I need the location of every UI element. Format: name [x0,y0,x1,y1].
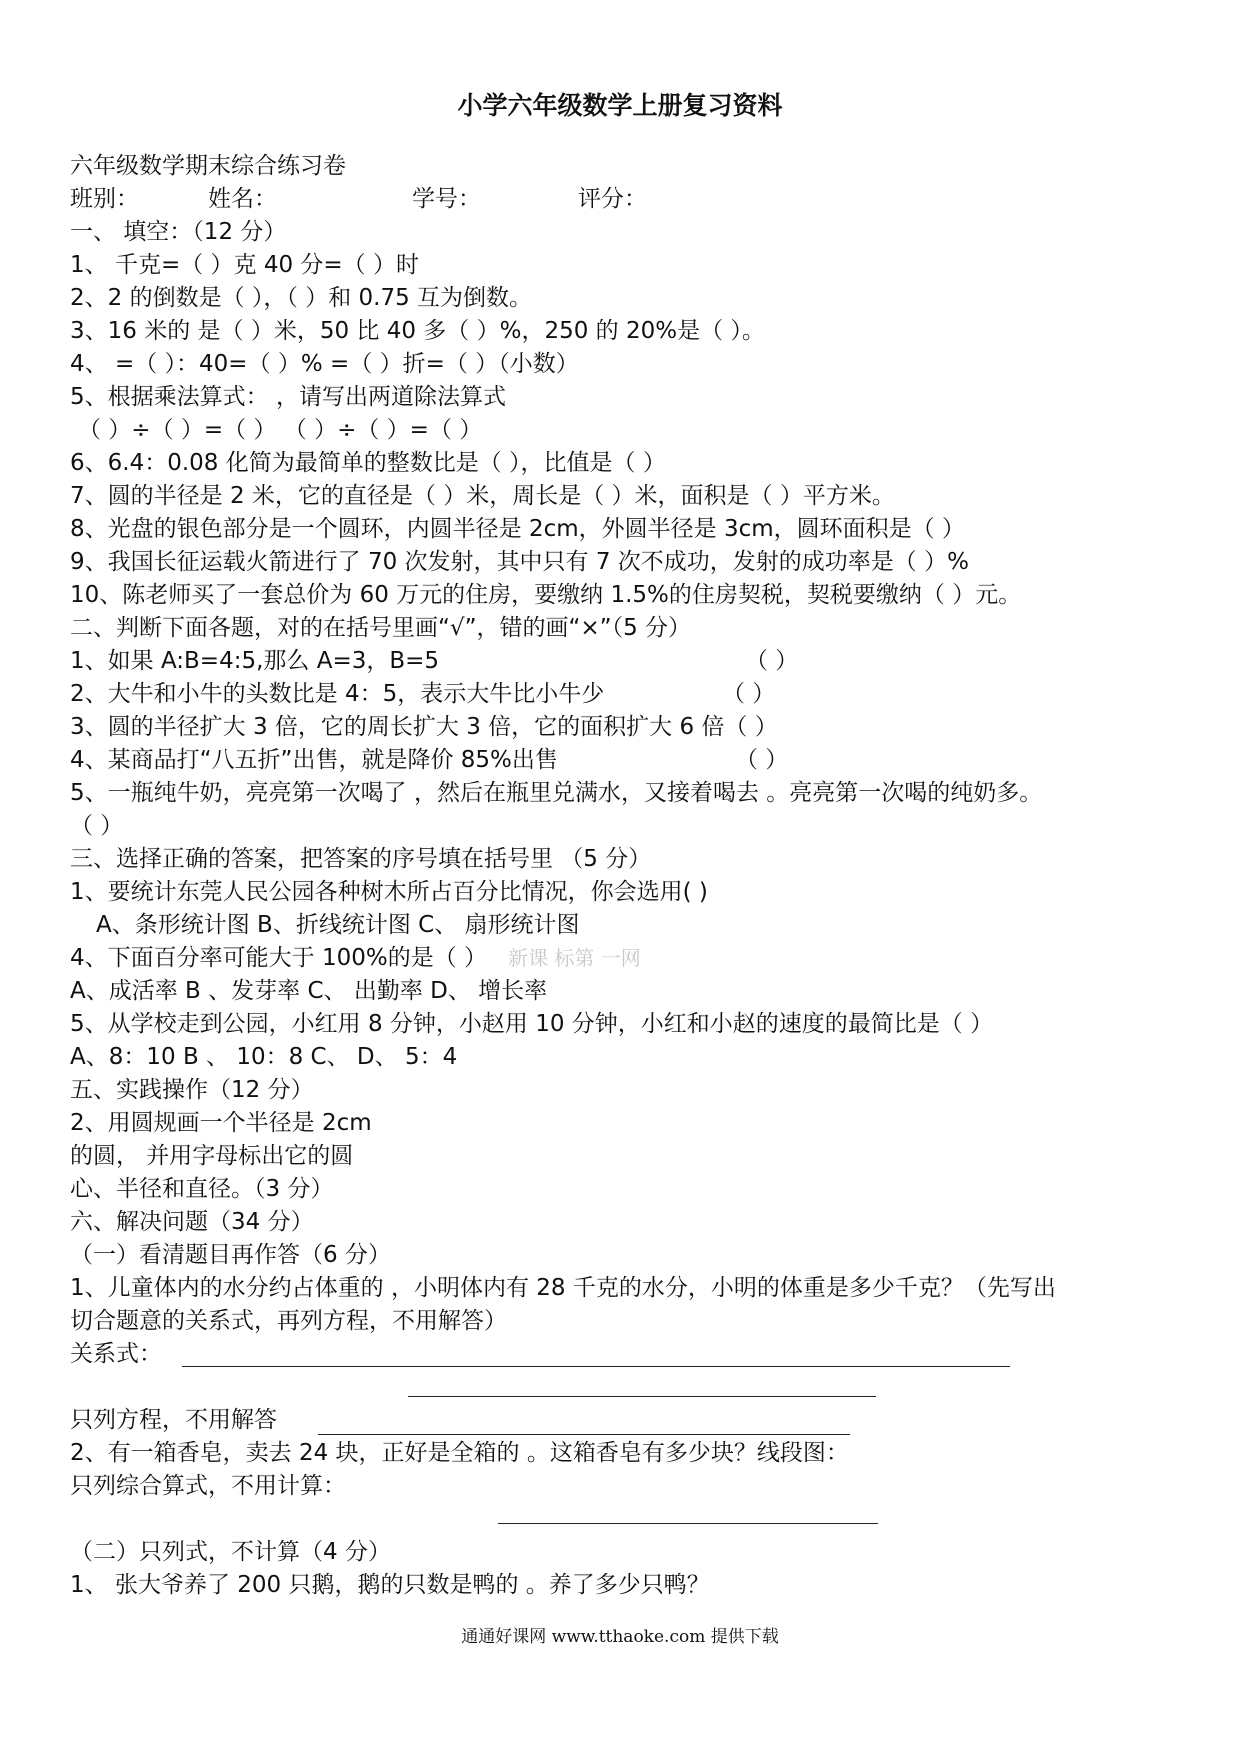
question-2-5: 5、一瓶纯牛奶，亮亮第一次喝了 ，然后在瓶里兑满水，又接着喝去 。亮亮第一次喝的纯奶多。 [70,780,1043,806]
relation-answer-line-2[interactable] [408,1396,876,1397]
question-1-6: 6、6.4：0.08 化简为最简单的整数比是（ ），比值是（ ） [70,450,666,476]
equation-answer-line[interactable] [318,1434,850,1435]
question-5-2-line3: 心、半径和直径。（3 分） [70,1176,334,1202]
name-label: 姓名： [208,186,277,212]
question-3-1: 1、要统计东莞人民公园各种树木所占百分比情况，你会选用( ) [70,879,708,905]
question-3-4-options: A、成活率 B 、发芽率 C、 出勤率 D、 增长率 [70,978,548,1004]
score-label: 评分： [578,186,647,212]
answer-paren-2-2: （ ） [722,681,776,707]
question-6-1-line2: 切合题意的关系式，再列方程，不用解答） [70,1308,507,1334]
equation-label: 只列方程，不用解答 [70,1407,277,1433]
section-1-heading: 一、 填空：（12 分） [70,219,287,245]
section-2-heading: 二、判断下面各题，对的在括号里画“√”，错的画“×”（5 分） [70,615,692,641]
question-2-4: 4、某商品打“八五折”出售，就是降价 85%出售 [70,747,558,773]
question-1-5: 5、根据乘法算式： ，请写出两道除法算式 [70,384,506,410]
formula-label: 只列综合算式，不用计算： [70,1473,346,1499]
question-5-2-line2: 的圆， 并用字母标出它的圆 [70,1143,354,1169]
question-3-1-options: A、条形统计图 B、折线统计图 C、 扇形统计图 [96,912,580,938]
question-3-5-options: A、8：10 B 、 10：8 C、 D、 5：4 [70,1044,458,1070]
student-id-label: 学号： [412,186,481,212]
section-6-part-1: （一）看清题目再作答（6 分） [70,1242,391,1268]
exam-content [70,150,1180,1602]
question-1-7: 7、圆的半径是 2 米，它的直径是（ ）米，周长是（ ）米，面积是（ ）平方米。 [70,483,895,509]
answer-paren-2-4: （ ） [735,747,789,773]
answer-paren-2-1: （ ） [745,648,799,674]
footer-credit: 通通好课网 www.tthaoke.com 提供下载 [461,1627,779,1647]
question-1-8: 8、光盘的银色部分是一个圆环，内圆半径是 2cm，外圆半径是 3cm，圆环面积是（ ） [70,516,965,542]
document-title: 小学六年级数学上册复习资料 [457,91,783,120]
class-label: 班别： [70,186,139,212]
student-info-row [70,183,1180,216]
question-6-2: 2、有一箱香皂，卖去 24 块，正好是全箱的 。这箱香皂有多少块？线段图： [70,1440,849,1466]
answer-paren-2-5: （ ） [70,813,124,839]
question-3-5: 5、从学校走到公园，小红用 8 分钟，小赵用 10 分钟，小红和小赵的速度的最简比是（ ） [70,1011,994,1037]
question-2-3: 3、圆的半径扩大 3 倍，它的周长扩大 3 倍，它的面积扩大 6 倍（ ） [70,714,778,740]
question-1-1: 1、 千克=（ ）克 40 分=（ ）时 [70,252,419,278]
question-1-4: 4、 =（ ）：40=（ ）% =（ ）折=（ ）（小数） [70,351,579,377]
question-1-5-blanks: （ ）÷（ ）=（ ） （ ）÷（ ）=（ ） [78,417,483,443]
relation-answer-line[interactable] [182,1366,1010,1367]
section-6-heading: 六、解决问题（34 分） [70,1209,314,1235]
question-3-4: 4、下面百分率可能大于 100%的是（ ） [70,945,488,971]
question-1-9: 9、我国长征运载火箭进行了 70 次发射，其中只有 7 次不成功，发射的成功率是（ ）% [70,549,969,575]
question-6-3: 1、 张大爷养了 200 只鹅，鹅的只数是鸭的 。养了多少只鸭？ [70,1572,710,1598]
section-6-part-2: （二）只列式，不计算（4 分） [70,1539,391,1565]
question-1-10: 10、陈老师买了一套总价为 60 万元的住房，要缴纳 1.5%的住房契税，契税要缴纳（ ）元。 [70,582,1022,608]
exam-subtitle: 六年级数学期末综合练习卷 [70,153,346,179]
question-1-3: 3、16 米的 是（ ）米，50 比 40 多（ ）%，250 的 20%是（ ）。 [70,318,765,344]
question-6-1-line1: 1、儿童体内的水分约占体重的 ，小明体内有 28 千克的水分，小明的体重是多少千克？（先写出 [70,1275,1056,1301]
question-1-2: 2、2 的倒数是（ ），（ ）和 0.75 互为倒数。 [70,285,533,311]
formula-answer-line[interactable] [498,1523,878,1524]
watermark-text: 新课 标第 一网 [508,946,641,970]
section-5-heading: 五、实践操作（12 分） [70,1077,314,1103]
section-3-heading: 三、选择正确的答案，把答案的序号填在括号里 （5 分） [70,846,652,872]
question-2-1: 1、如果 A:B=4:5,那么 A=3，B=5 [70,648,440,674]
question-5-2-line1: 2、用圆规画一个半径是 2cm [70,1110,372,1136]
question-2-2: 2、大牛和小牛的头数比是 4：5，表示大牛比小牛少 [70,681,605,707]
relation-label: 关系式： [70,1341,162,1367]
